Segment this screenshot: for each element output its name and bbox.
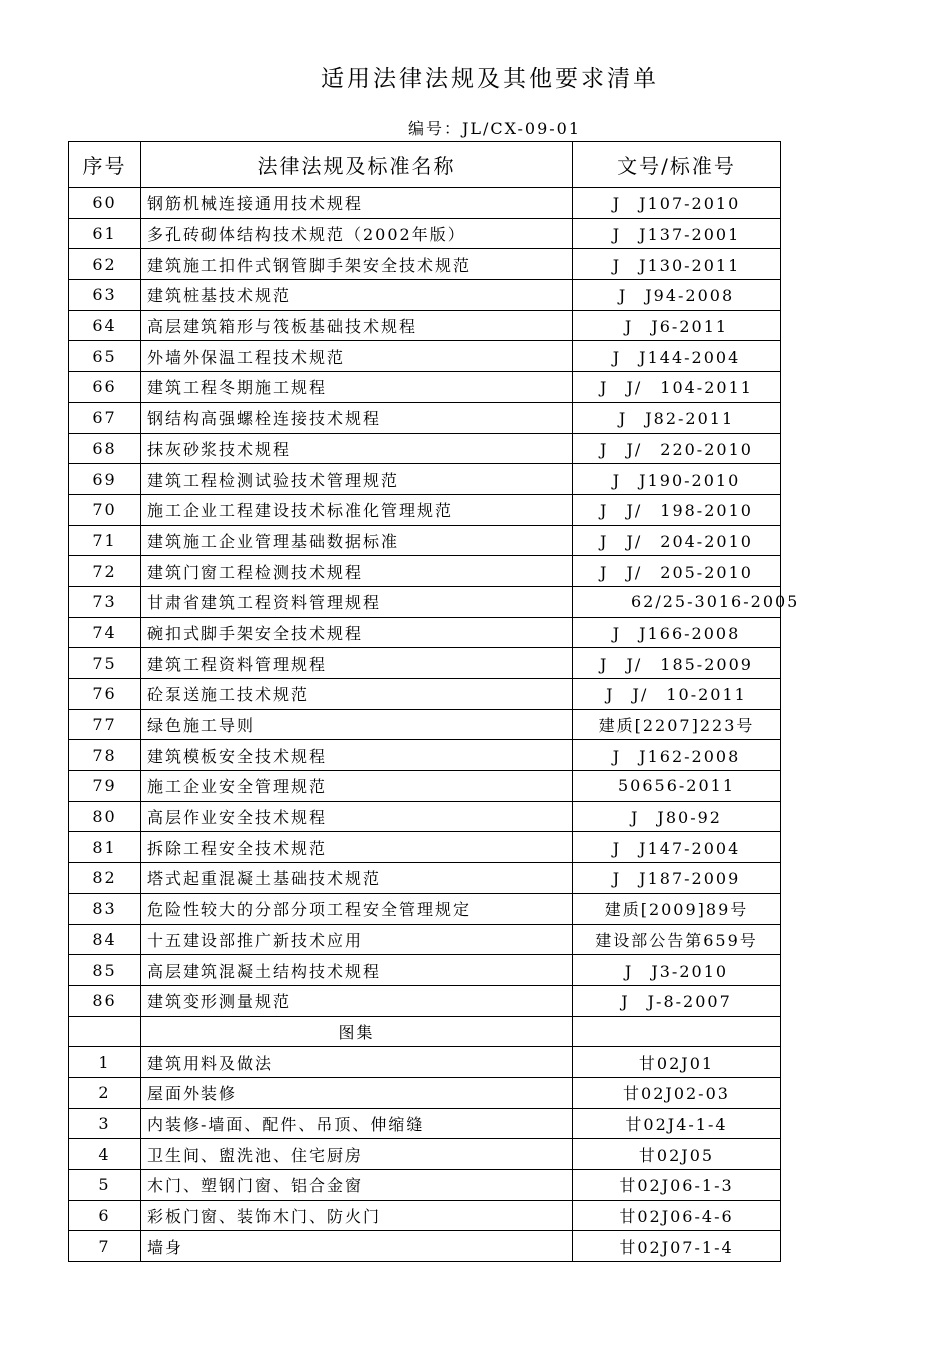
table-row	[69, 1139, 781, 1170]
row-name: 彩板门窗、装饰木门、防火门	[141, 1200, 573, 1231]
row-standard-code: J J/ 104-2011	[573, 372, 781, 403]
row-standard-code: 甘02J05	[573, 1139, 781, 1170]
row-standard-code: J J190-2010	[573, 464, 781, 495]
document-number: 编号：JL/CX-09-01	[408, 119, 582, 138]
row-name: 建筑施工扣件式钢管脚手架安全技术规范	[141, 249, 573, 280]
row-name: 建筑施工企业管理基础数据标准	[141, 525, 573, 556]
row-standard-code: J J80-92	[573, 801, 781, 832]
header-serial-number: 序号	[69, 142, 141, 188]
row-number: 76	[69, 679, 141, 710]
row-standard-code: 甘02J07-1-4	[573, 1231, 781, 1262]
row-standard-code: J J187-2009	[573, 863, 781, 894]
row-number: 70	[69, 494, 141, 525]
row-standard-code: J J166-2008	[573, 617, 781, 648]
table-row	[69, 433, 781, 464]
table-header-row	[69, 142, 781, 188]
table-row	[69, 648, 781, 679]
table-row	[69, 188, 781, 219]
row-name: 砼泵送施工技术规范	[141, 679, 573, 710]
row-standard-code: J J162-2008	[573, 740, 781, 771]
row-name: 内装修-墙面、配件、吊顶、伸缩缝	[141, 1108, 573, 1139]
table-row	[69, 771, 781, 802]
row-standard-code: J J147-2004	[573, 832, 781, 863]
row-standard-code: J J/ 205-2010	[573, 556, 781, 587]
row-name: 建筑工程冬期施工规程	[141, 372, 573, 403]
table-row	[69, 832, 781, 863]
table-row	[69, 341, 781, 372]
row-name: 十五建设部推广新技术应用	[141, 924, 573, 955]
row-standard-code: 甘02J02-03	[573, 1077, 781, 1108]
table-row	[69, 1108, 781, 1139]
row-name: 图集	[141, 1016, 573, 1047]
row-number: 73	[69, 586, 141, 617]
row-name: 绿色施工导则	[141, 709, 573, 740]
table-row	[69, 556, 781, 587]
row-name: 墙身	[141, 1231, 573, 1262]
row-number: 60	[69, 188, 141, 219]
table-row	[69, 617, 781, 648]
row-name: 建筑桩基技术规范	[141, 280, 573, 311]
table-row	[69, 218, 781, 249]
row-number: 1	[69, 1047, 141, 1078]
row-number: 77	[69, 709, 141, 740]
row-name: 建筑门窗工程检测技术规程	[141, 556, 573, 587]
row-name: 拆除工程安全技术规范	[141, 832, 573, 863]
row-standard-code: J J130-2011	[573, 249, 781, 280]
row-standard-code: 甘02J06-1-3	[573, 1170, 781, 1201]
row-name: 木门、塑钢门窗、铝合金窗	[141, 1170, 573, 1201]
table-row	[69, 985, 781, 1016]
table-row	[69, 1077, 781, 1108]
row-number: 72	[69, 556, 141, 587]
row-standard-code: J J6-2011	[573, 310, 781, 341]
table-row	[69, 1047, 781, 1078]
row-number: 65	[69, 341, 141, 372]
table-row	[69, 525, 781, 556]
table-row	[69, 464, 781, 495]
row-number: 71	[69, 525, 141, 556]
table-row	[69, 863, 781, 894]
table-row	[69, 372, 781, 403]
row-number: 83	[69, 893, 141, 924]
row-number: 66	[69, 372, 141, 403]
row-name: 屋面外装修	[141, 1077, 573, 1108]
row-number: 86	[69, 985, 141, 1016]
row-standard-code: 建设部公告第659号	[573, 924, 781, 955]
row-standard-code: J J/ 204-2010	[573, 525, 781, 556]
row-name: 抹灰砂浆技术规程	[141, 433, 573, 464]
table-row	[69, 709, 781, 740]
row-standard-code: J J82-2011	[573, 402, 781, 433]
row-number: 69	[69, 464, 141, 495]
row-number: 4	[69, 1139, 141, 1170]
row-number: 68	[69, 433, 141, 464]
row-name: 外墙外保温工程技术规范	[141, 341, 573, 372]
row-standard-code: 62/25-3016-2005	[573, 586, 781, 617]
row-name: 卫生间、盥洗池、住宅厨房	[141, 1139, 573, 1170]
table-row	[69, 893, 781, 924]
row-number: 74	[69, 617, 141, 648]
table-row	[69, 494, 781, 525]
row-name: 钢结构高强螺栓连接技术规程	[141, 402, 573, 433]
table-row	[69, 679, 781, 710]
table-row	[69, 1200, 781, 1231]
row-standard-code: J J3-2010	[573, 955, 781, 986]
row-number: 2	[69, 1077, 141, 1108]
table-row	[69, 280, 781, 311]
row-standard-code: J J/ 185-2009	[573, 648, 781, 679]
row-standard-code: 建质[2207]223号	[573, 709, 781, 740]
row-name: 塔式起重混凝土基础技术规范	[141, 863, 573, 894]
row-number: 5	[69, 1170, 141, 1201]
row-number: 79	[69, 771, 141, 802]
row-number: 63	[69, 280, 141, 311]
row-number: 62	[69, 249, 141, 280]
table-row	[69, 740, 781, 771]
row-standard-code	[573, 1016, 781, 1047]
row-name: 建筑变形测量规范	[141, 985, 573, 1016]
table-row	[69, 801, 781, 832]
row-number	[69, 1016, 141, 1047]
row-standard-code: J J137-2001	[573, 218, 781, 249]
row-name: 建筑模板安全技术规程	[141, 740, 573, 771]
row-standard-code: 甘02J4-1-4	[573, 1108, 781, 1139]
row-name: 高层建筑箱形与筏板基础技术规程	[141, 310, 573, 341]
row-name: 高层作业安全技术规程	[141, 801, 573, 832]
row-standard-code: J J/ 220-2010	[573, 433, 781, 464]
table-row	[69, 310, 781, 341]
row-number: 81	[69, 832, 141, 863]
row-standard-code: J J/ 10-2011	[573, 679, 781, 710]
table-row	[69, 586, 781, 617]
row-name: 甘肃省建筑工程资料管理规程	[141, 586, 573, 617]
row-number: 61	[69, 218, 141, 249]
section-row	[69, 1016, 781, 1047]
row-number: 82	[69, 863, 141, 894]
row-name: 施工企业安全管理规范	[141, 771, 573, 802]
table-row	[69, 249, 781, 280]
table-row	[69, 955, 781, 986]
row-standard-code: 甘02J01	[573, 1047, 781, 1078]
row-number: 67	[69, 402, 141, 433]
row-name: 危险性较大的分部分项工程安全管理规定	[141, 893, 573, 924]
row-standard-code: J J144-2004	[573, 341, 781, 372]
row-name: 施工企业工程建设技术标准化管理规范	[141, 494, 573, 525]
row-number: 84	[69, 924, 141, 955]
row-number: 6	[69, 1200, 141, 1231]
row-standard-code: J J94-2008	[573, 280, 781, 311]
row-number: 80	[69, 801, 141, 832]
table-row	[69, 402, 781, 433]
page-title: 适用法律法规及其他要求清单	[321, 66, 659, 92]
header-regulation-name: 法律法规及标准名称	[141, 142, 573, 188]
row-standard-code: 甘02J06-4-6	[573, 1200, 781, 1231]
row-standard-code: J J107-2010	[573, 188, 781, 219]
table-row	[69, 924, 781, 955]
row-standard-code: 建质[2009]89号	[573, 893, 781, 924]
row-standard-code: J J/ 198-2010	[573, 494, 781, 525]
row-name: 钢筋机械连接通用技术规程	[141, 188, 573, 219]
row-name: 碗扣式脚手架安全技术规程	[141, 617, 573, 648]
row-name: 建筑工程资料管理规程	[141, 648, 573, 679]
regulations-table	[68, 141, 800, 1262]
row-standard-code: J J-8-2007	[573, 985, 781, 1016]
row-number: 78	[69, 740, 141, 771]
table-row	[69, 1170, 781, 1201]
row-standard-code: 50656-2011	[573, 771, 781, 802]
row-name: 高层建筑混凝土结构技术规程	[141, 955, 573, 986]
header-standard-number: 文号/标准号	[573, 142, 781, 188]
row-number: 7	[69, 1231, 141, 1262]
table-row	[69, 1231, 781, 1262]
row-number: 85	[69, 955, 141, 986]
row-number: 64	[69, 310, 141, 341]
row-name: 建筑工程检测试验技术管理规范	[141, 464, 573, 495]
row-number: 75	[69, 648, 141, 679]
row-number: 3	[69, 1108, 141, 1139]
row-name: 多孔砖砌体结构技术规范（2002年版）	[141, 218, 573, 249]
row-name: 建筑用料及做法	[141, 1047, 573, 1078]
